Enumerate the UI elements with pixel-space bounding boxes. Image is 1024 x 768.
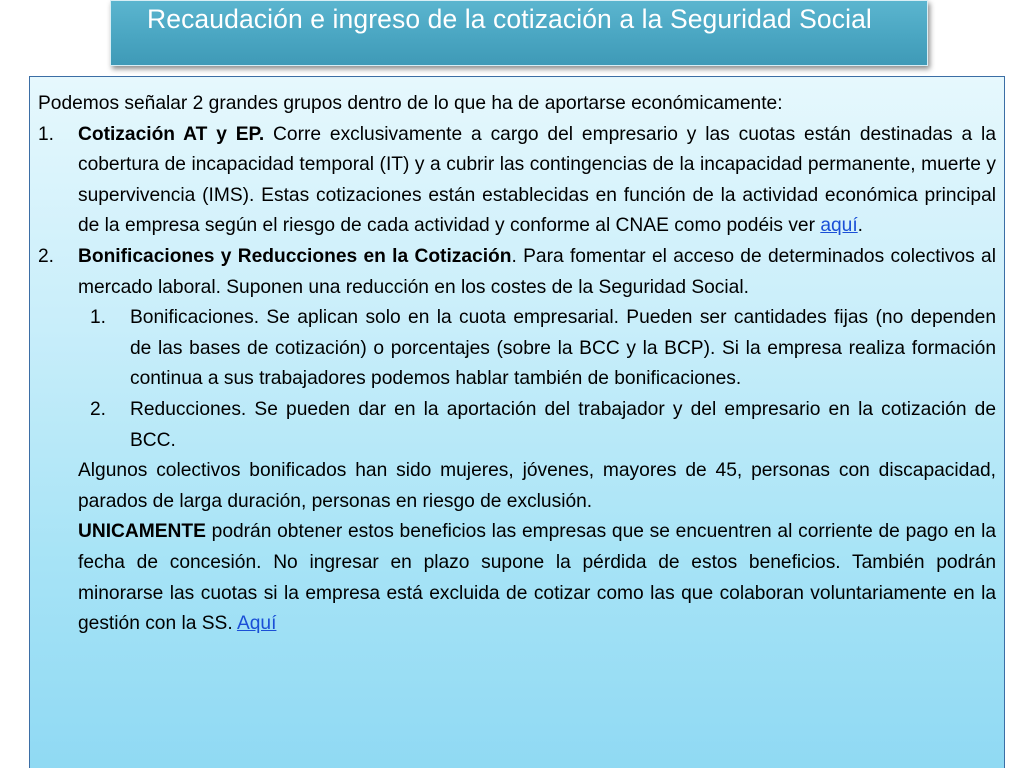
intro-paragraph: Podemos señalar 2 grandes grupos dentro de lo que ha de aportarse económicamente: [38, 93, 783, 114]
content-box [29, 76, 1005, 768]
sub-list-item-1 [38, 303, 996, 395]
item-heading: Cotización AT y EP. [78, 123, 265, 145]
slide-title-bar [110, 0, 928, 66]
sub-item-text: Reducciones. Se pueden dar en la aportación del trabajador y del empresario en la cotización de BCC. [130, 398, 996, 451]
only-paragraph [38, 517, 996, 639]
slide-title: Recaudación e ingreso de la cotización a la Seguridad Social [147, 4, 872, 34]
aqui-link[interactable]: aquí [820, 215, 858, 237]
list-number: 1. [38, 123, 55, 145]
only-bold: UNICAMENTE [78, 521, 206, 543]
item-text: Corre exclusivamente a cargo del empresario y las cuotas están destinadas a la cobertura de incapacidad temporal (IT) y a cubrir las contingencias de la incapacidad permanente, muerte y supervivencia (IMS). Estas cotizaciones están establecidas en función de la actividad económica principal de la empresa según el riesgo de cada actividad y conforme al CNAE como podéis ver [78, 123, 996, 237]
item-heading: Bonificaciones y Reducciones en la Cotización [78, 245, 512, 267]
aqui-final-link[interactable]: Aquí [236, 613, 277, 635]
list-item-2 [38, 242, 996, 303]
list-item-1 [38, 120, 996, 242]
sub-list-item-2 [38, 395, 996, 456]
collectives-paragraph: Algunos colectivos bonificados han sido mujeres, jóvenes, mayores de 45, personas con discapacidad, parados de larga duración, personas en riesgo de exclusión. [78, 460, 996, 512]
only-text: podrán obtener estos beneficios las empresas que se encuentren al corriente de pago en la fecha de concesión. No ingresar en plazo supone la pérdida de estos beneficios. También podrán minorarse las cuotas si la empresa está excluida de cotizar como las que colaboran voluntariamente en la gestión con la SS. [78, 521, 996, 635]
list-number: 2. [38, 245, 55, 267]
sub-list-number: 2. [90, 398, 107, 420]
item-text: . Para fomentar el acceso de determinados colectivos al mercado laboral. Suponen una reducción en los costes de la Seguridad Social. [78, 245, 996, 298]
item-tail: . [857, 215, 864, 237]
sub-item-text: Bonificaciones. Se aplican solo en la cuota empresarial. Pueden ser cantidades fijas (no dependen de las bases de cotización) o porcentajes (sobre la BCC y la BCP). Si la empresa realiza formación continua a sus trabajadores podemos hablar también de bonificaciones. [130, 307, 996, 390]
content-body [38, 89, 996, 640]
sub-list-number: 1. [90, 307, 107, 329]
